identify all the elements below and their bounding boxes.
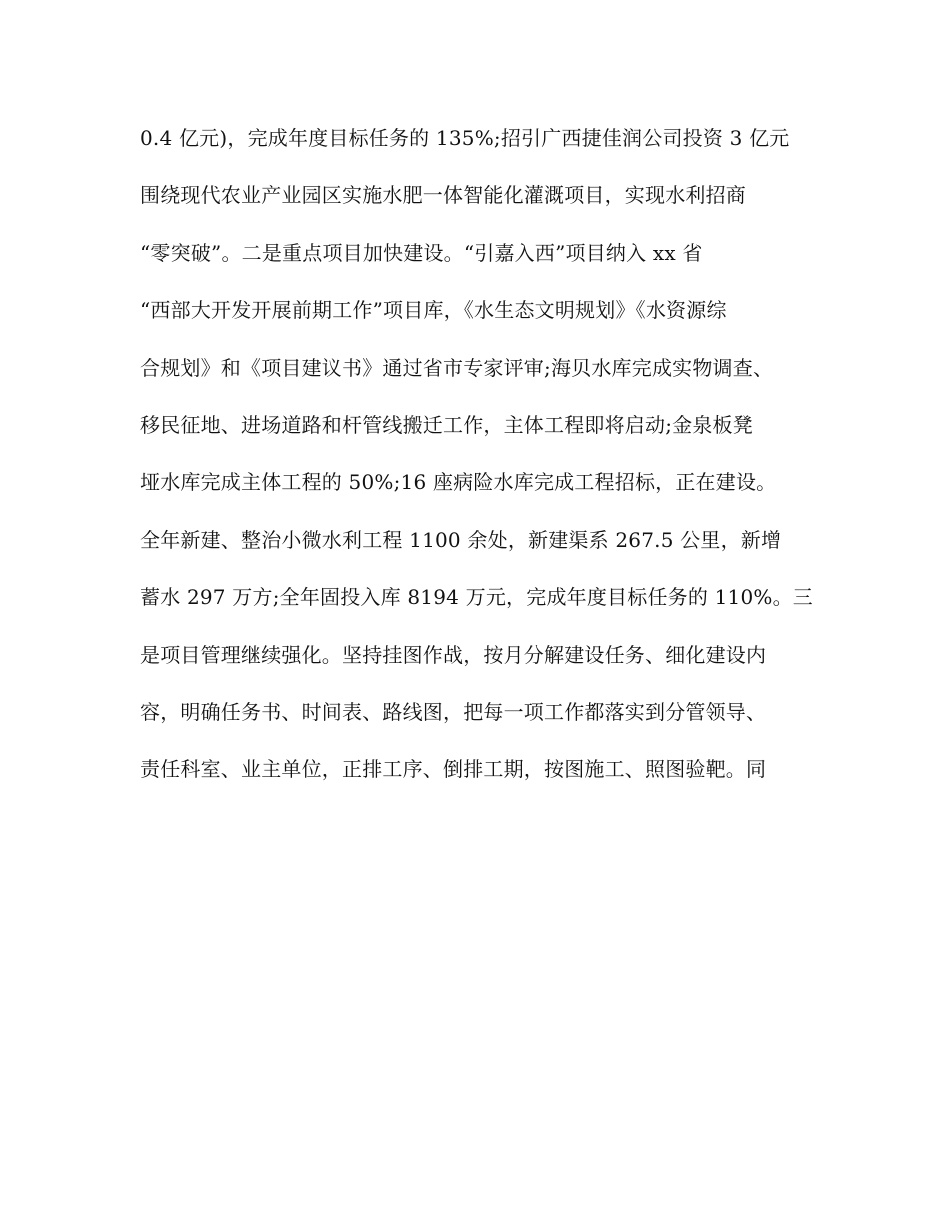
text-line: “西部大开发开展前期工作”项目库，《水生态文明规划》《水资源综: [140, 298, 727, 323]
body-text: [140, 110, 830, 799]
text-line: 合规划》和《项目建议书》通过省市专家评审;海贝水库完成实物调查、: [140, 355, 774, 380]
text-line: “零突破”。二是重点项目加快建设。“引嘉入西”项目纳入 xx 省: [140, 240, 703, 265]
text-line: 垭水库完成主体工程的 50%;16 座病险水库完成工程招标，正在建设。: [140, 470, 777, 495]
text-line: 蓄水 297 万方;全年固投入库 8194 万元，完成年度目标任务的 110%。三: [140, 585, 813, 610]
text-line: 围绕现代农业产业园区实施水肥一体智能化灌溉项目，实现水利招商: [140, 183, 746, 208]
text-line: 是项目管理继续强化。坚持挂图作战，按月分解建设任务、细化建设内: [140, 642, 767, 667]
text-line: 责任科室、业主单位，正排工序、倒排工期，按图施工、照图验靶。同: [140, 757, 767, 782]
text-line: 全年新建、整治小微水利工程 1100 余处，新建渠系 267.5 公里，新增: [140, 527, 782, 552]
text-line: 容，明确任务书、时间表、路线图，把每一项工作都落实到分管领导、: [140, 699, 767, 724]
text-line: 0.4 亿元)，完成年度目标任务的 135%;招引广西捷佳润公司投资 3 亿元: [140, 126, 790, 150]
text-line: 移民征地、进场道路和杆管线搬迁工作，主体工程即将启动;金泉板凳: [140, 412, 753, 437]
